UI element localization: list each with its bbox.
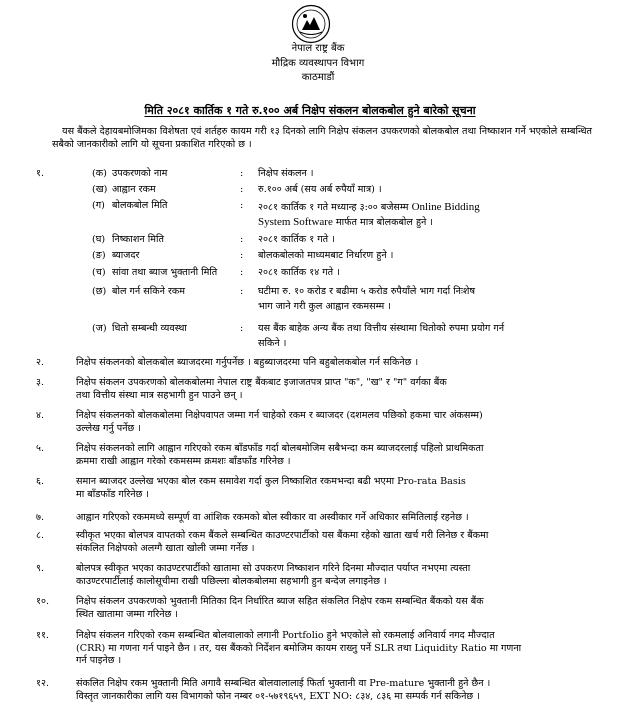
value-part-english: System Software [258,216,333,228]
paragraph-text: समान ब्याजदर उल्लेख भएका बोल रकम समावेश गर्दा कुल निष्काशित रकमभन्दा बढी भएमा Pro-rata Basis मा बाँडफाँड गरिनेछ । [76,476,466,500]
separator: : [240,250,244,261]
item-value-continued [258,215,558,230]
paragraph-text: आह्वान गरिएको रकममध्ये सम्पूर्ण वा आंशिक रकमको बोल स्वीकार वा अस्वीकार गर्ने अधिकार समितिलाई रहनेछ । [76,512,469,523]
nrb-emblem-icon [291,4,331,44]
separator: : [240,323,244,334]
item-label: ब्याजदर [112,250,140,261]
notice-intro: यस बैंकले देहायबमोजिमका विशेषता एवं शर्तहरु कायम गरी १३ दिनको लागि निक्षेप संकलन उपकरणको बोलकबोल तथा निष्काशन गर्ने भएकोले सम्बन्धित सबैको जानकारीको लागि यो सूचना प्रकाशित गरिएको छ । [52,126,592,150]
paragraph-number: ११. [36,630,50,641]
paragraph-number: ६. [36,476,45,487]
value-part: २०८१ कार्तिक १ गते मध्यान्ह ३:०० बजेसम्म [258,202,412,213]
separator: : [240,286,244,297]
item-letter: (ख) [92,184,108,195]
paragraph-number: ५. [36,443,45,454]
paragraph-number: ९. [36,563,45,574]
paragraph-text: स्वीकृत भएका बोलपत्र वापतको रकम बैंकले सम्बन्धित काउण्टरपार्टीको यस बैंकमा रहेको खाता खर्च गरी लिनेछ र बैंकमा संकलित निक्षेपको अलग्गै खाता खोली जम्मा गर्नेछ । [76,530,489,554]
paragraph-text: निक्षेप संकलन गरिएको रकम सम्बन्धित बोलवालाको लगानी Portfolio हुने भएकोले सो रकमलाई अनिवार्य नगद मौज्दात (CRR) मा गणना गर्न पाइने छैन । तर, यस बैंकको निर्देशन बमोजिम कायम राख्नु पर्ने SLR तथा Liquidity Ratio मा गणना गर्न पाइनेछ । [76,630,522,667]
item-letter: (ङ) [92,250,106,261]
paragraph-number: ४. [36,410,45,421]
paragraph-text: निक्षेप संकलनको बोलकबोल ब्याजदरमा गर्नुपर्नेछ । बहुब्याजदरमा पनि बहुबोलकबोल गर्न सकिनेछ । [76,357,419,368]
separator: : [240,184,244,195]
separator: : [240,168,244,179]
item-letter: (घ) [92,234,106,245]
paragraph-text: निक्षेप संकलन उपकरणको भुक्तानी मितिका दिन निर्धारित ब्याज सहित संकलित निक्षेप रकम सम्बन्धित बैंकको यस बैंक स्थित खातामा जम्मा गरिनेछ । [76,596,484,620]
department-name: मौद्रिक व्यवस्थापन विभाग [271,57,365,69]
item-letter: (ग) [92,200,105,211]
item-letter: (छ) [92,286,107,297]
paragraph-number: ८. [36,530,45,541]
notice-title: मिति २०८१ कार्तिक १ गते रु.१०० अर्ब निक्षेप संकलन बोलकबोल हुने बारेको सूचना [144,104,476,117]
item-label: आह्वान रकम [112,184,156,195]
item-label: बोलकबोल मिति [112,200,168,211]
item-value: घटीमा रु. १० करोड र बढीमा ५ करोड रुपैयाँले भाग गर्दा निःशेष [258,286,476,297]
item-value-continued: सकिने । [258,338,287,349]
paragraph-text: संकलित निक्षेप रकम भुक्तानी मिति अगावै सम्बन्धित बोलवालालाई फिर्ता भुक्तानी वा Pre-mature भुक्तानी हुने छैन । विस्तृत जानकारीका लागि यस विभागको फोन नम्बर ०१-५७१९६५९, EXT NO: ८३४, ८३६ मा सम्पर्क गर्न सकिनेछ । [76,678,491,702]
item-value: २०८१ कार्तिक १ गते । [258,234,335,245]
item-value-continued: भाग जाने गरी कुल आह्वान रकमसम्म । [258,301,391,312]
paragraph-number: १०. [36,596,50,607]
item-letter: (च) [92,267,106,278]
item-letter: (ज) [92,323,107,334]
item-value [258,200,558,215]
item-value: निक्षेप संकलन । [258,168,314,179]
bank-location: काठमाडौं [301,72,335,83]
item-value: २०८१ कार्तिक १४ गते । [258,267,340,278]
separator: : [240,267,244,278]
item-label: निष्काशन मिति [112,234,164,245]
separator: : [240,200,244,211]
item-value: बोलकबोलको माध्यमबाट निर्धारण हुने । [258,250,394,261]
bank-header [248,42,388,86]
paragraph-number: ७. [36,512,45,523]
item-label: उपकरणको नाम [112,168,168,179]
paragraph-number: १२. [36,678,50,689]
value-part-english: Online Bidding [411,201,480,213]
paragraph-text: निक्षेप संकलन उपकरणको बोलकबोलमा नेपाल राष्ट्र बैंकबाट इजाजतपत्र प्राप्त "क", "ख" र "ग" वर्गका बैंक तथा वित्तीय संस्था मात्र सहभागी हुन पाउने छन् । [76,377,447,401]
bank-name: नेपाल राष्ट्र बैंक [291,43,345,54]
paragraph-number: ३. [36,377,45,388]
item-label: बोल गर्न सकिने रकम [112,286,186,297]
item-label: सांवा तथा ब्याज भुक्तानी मिति [112,267,218,278]
value-part: मार्फत मात्र बोलकबोल हुने । [332,217,434,228]
item-value: रु.१०० अर्ब (सय अर्ब रुपैयाँ मात्र) । [258,184,382,195]
paragraph-text: निक्षेप संकलनको बोलकबोलमा निक्षेपवापत जम्मा गर्न चाहेको रकम र ब्याजदर (दशमलव पछिको हकमा चार अंकसम्म) उल्लेख गर्नु पर्नेछ । [76,410,483,434]
section-number: १. [36,168,45,179]
paragraph-text: बोलपत्र स्वीकृत भएका काउण्टरपार्टीको खातामा सो उपकरण निष्काशन गरिने दिनमा मौज्दात पर्याप्त नभएमा त्यस्ता काउण्टरपार्टीलाई कालोसूचीमा राखी पछिल्ला बोलकबोलमा सहभागी हुन बन्देज लगाइनेछ । [76,563,471,587]
item-value: यस बैंक बाहेक अन्य बैंक तथा वित्तीय संस्थामा धितोको रुपमा प्रयोग गर्न [258,323,505,334]
separator: : [240,234,244,245]
item-letter: (क) [92,168,107,179]
paragraph-number: २. [36,357,45,368]
item-label: धितो सम्बन्धी व्यवस्था [112,323,187,334]
paragraph-text: निक्षेप संकलनको लागि आह्वान गरिएको रकम बाँडफाँड गर्दा बोलबमोजिम सबैभन्दा कम ब्याजदरलाई पहिलो प्राथमिकता क्रममा राखी आह्वान गरेको रकमसम्म क्रमशः बाँडफाँड गरिनेछ । [76,443,484,467]
